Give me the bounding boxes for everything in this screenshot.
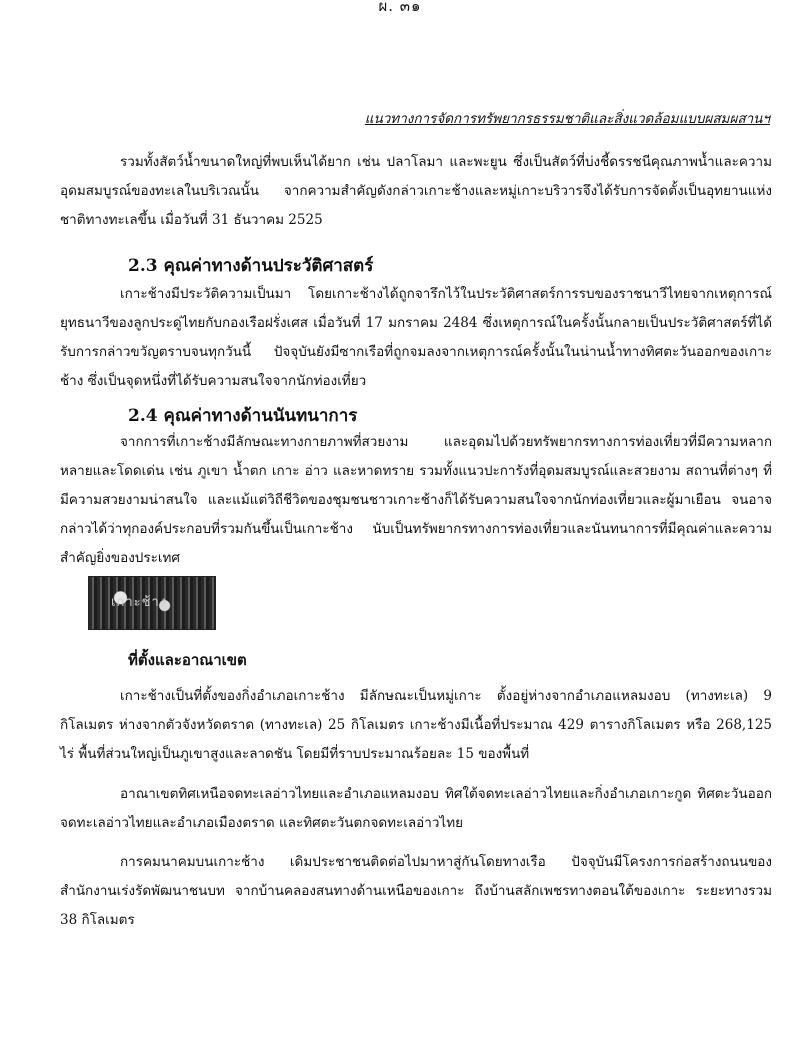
- intro-paragraph-text: รวมทั้งสัตว์น้ำขนาดใหญ่ที่พบเห็นได้ยาก เช่น ปลาโลมา และพะยูน ซึ่งเป็นสัตว์ที่บ่งชี้ดรรชนีคุณภาพน้ำและความอุดมสมบูรณ์ของทะเลในบริเวณนั้น จากความสำคัญดังกล่าวเกาะช้างและหมู่เกาะบริวารจึงได้รับการจัดตั้งเป็นอุทยานแห่งชาติทางทะเลขึ้น เมื่อวันที่ 31 ธันวาคม 2525: [60, 154, 772, 228]
- section-2-3-body: [60, 280, 772, 396]
- section-2-3-text: เกาะช้างมีประวัติความเป็นมา โดยเกาะช้างได้ถูกจารึกไว้ในประวัติศาสตร์การรบของราชนาวีไทยจากเหตุการณ์ยุทธนาวีของลูกประดู่ไทยกับกองเรือฝรั่งเศส เมื่อวันที่ 17 มกราคม 2484 ซึ่งเหตุการณ์ในครั้งนั้นกลายเป็นประวัติศาสตร์ที่ได้รับการกล่าวขวัญตราบจนทุกวันนี้ ปัจจุบันยังมีซากเรือที่ถูกจมลงจากเหตุการณ์ครั้งนั้นในน่านน้ำทางทิศตะวันออกของเกาะช้าง ซึ่งเป็นจุดหนึ่งที่ได้รับความสนใจจากนักท่องเที่ยว: [60, 286, 772, 389]
- section-2-4-body: [60, 428, 772, 573]
- location-paragraph-1: [60, 682, 772, 769]
- location-heading: ที่ตั้งและอาณาเขต: [128, 651, 247, 669]
- section-2-4-heading: 2.4 คุณค่าทางด้านนันทนาการ: [128, 406, 358, 426]
- intro-paragraph: [60, 148, 772, 235]
- running-header: แนวทางการจัดการทรัพยากรธรรมชาติและสิ่งแวดล้อมแบบผสมผสานฯ: [364, 111, 770, 127]
- image-label: เกาะช้าง: [111, 595, 168, 610]
- location-paragraph-3-text: การคมนาคมบนเกาะช้าง เดิมประชาชนติดต่อไปมาหาสู่กันโดยทางเรือ ปัจจุบันมีโครงการก่อสร้างถนนของสำนักงานเร่งรัดพัฒนาชนบท จากบ้านคลองสนทางด้านเหนือของเกาะ ถึงบ้านสลักเพชรทางตอนใต้ของเกาะ ระยะทางรวม 38 กิโลเมตร: [60, 854, 772, 928]
- location-paragraph-2: [60, 780, 772, 838]
- location-paragraph-2-text: อาณาเขตทิศเหนือจดทะเลอ่าวไทยและอำเภอแหลมงอบ ทิศใต้จดทะเลอ่าวไทยและกิ่งอำเภอเกาะกูด ทิศตะวันออกจดทะเลอ่าวไทยและอำเภอเมืองตราด และทิศตะวันตกจดทะเลอ่าวไทย: [60, 786, 772, 831]
- section-2-3-heading: 2.3 คุณค่าทางด้านประวัติศาสตร์: [128, 256, 374, 276]
- location-paragraph-1-text: เกาะช้างเป็นที่ตั้งของกิ่งอำเภอเกาะช้าง มีลักษณะเป็นหมู่เกาะ ตั้งอยู่ห่างจากอำเภอแหลมงอบ (ทางทะเล) 9 กิโลเมตร ห่างจากตัวจังหวัดตราด (ทางทะเล) 25 กิโลเมตร เกาะช้างมีเนื้อที่ประมาณ 429 ตารางกิโลเมตร หรือ 268,125 ไร่ พื้นที่ส่วนใหญ่เป็นภูเขาสูงและลาดชัน โดยมีที่ราบประมาณร้อยละ 15 ของพื้นที่: [60, 688, 772, 762]
- page-number: ผ. ๓๑: [378, 0, 422, 15]
- koh-chang-photo: [88, 576, 216, 630]
- location-paragraph-3: [60, 848, 772, 935]
- section-2-4-text: จากการที่เกาะช้างมีลักษณะทางกายภาพที่สวยงาม และอุดมไปด้วยทรัพยากรทางการท่องเที่ยวที่มีความหลากหลายและโดดเด่น เช่น ภูเขา น้ำตก เกาะ อ่าว และหาดทราย รวมทั้งแนวปะการังที่อุดมสมบูรณ์และสวยงาม สถานที่ต่างๆ ที่มีความสวยงามน่าสนใจ และแม้แต่วิถีชีวิตของชุมชนชาวเกาะช้างก็ได้รับความสนใจจากนักท่องเที่ยวและผู้มาเยือน จนอาจกล่าวได้ว่าทุกองค์ประกอบที่รวมกันขึ้นเป็นเกาะช้าง นับเป็นทรัพยากรทางการท่องเที่ยวและนันทนาการที่มีคุณค่าและความสำคัญยิ่งของประเทศ: [60, 434, 772, 566]
